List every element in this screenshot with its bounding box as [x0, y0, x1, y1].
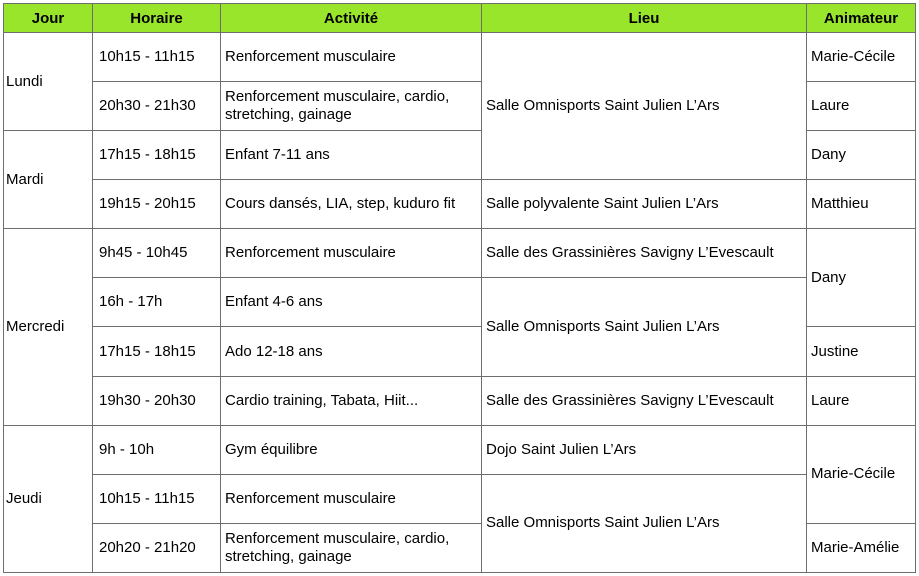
activite-cell: Renforcement musculaire, cardio, stretching, gainage	[221, 82, 482, 131]
header-row	[4, 4, 916, 33]
table-row	[4, 425, 916, 474]
day-cell-jeudi: Jeudi	[4, 425, 93, 572]
animateur-cell: Justine	[807, 327, 916, 376]
animateur-cell: Dany	[807, 229, 916, 327]
animateur-cell: Laure	[807, 376, 916, 425]
animateur-cell: Matthieu	[807, 180, 916, 229]
horaire-cell: 19h30 - 20h30	[93, 376, 221, 425]
header-animateur: Animateur	[807, 4, 916, 33]
header-horaire: Horaire	[93, 4, 221, 33]
activite-cell: Enfant 7-11 ans	[221, 131, 482, 180]
day-cell-mardi: Mardi	[4, 131, 93, 229]
animateur-cell: Laure	[807, 82, 916, 131]
horaire-cell: 16h - 17h	[93, 278, 221, 327]
day-cell-lundi: Lundi	[4, 33, 93, 131]
table-row	[4, 180, 916, 229]
lieu-cell: Salle Omnisports Saint Julien L’Ars	[482, 278, 807, 376]
table-row	[4, 376, 916, 425]
table-row	[4, 474, 916, 523]
activite-cell: Renforcement musculaire	[221, 33, 482, 82]
activite-cell: Renforcement musculaire	[221, 474, 482, 523]
activite-cell: Enfant 4-6 ans	[221, 278, 482, 327]
activite-cell: Cours dansés, LIA, step, kuduro fit	[221, 180, 482, 229]
lieu-cell: Salle Omnisports Saint Julien L’Ars	[482, 474, 807, 572]
lieu-cell: Salle Omnisports Saint Julien L’Ars	[482, 33, 807, 180]
activite-cell: Gym équilibre	[221, 425, 482, 474]
horaire-cell: 10h15 - 11h15	[93, 474, 221, 523]
table-row	[4, 229, 916, 278]
horaire-cell: 9h45 - 10h45	[93, 229, 221, 278]
header-jour: Jour	[4, 4, 93, 33]
horaire-cell: 20h20 - 21h20	[93, 523, 221, 572]
horaire-cell: 10h15 - 11h15	[93, 33, 221, 82]
horaire-cell: 17h15 - 18h15	[93, 131, 221, 180]
animateur-cell: Dany	[807, 131, 916, 180]
table-row	[4, 33, 916, 82]
schedule-table	[3, 3, 916, 573]
lieu-cell: Salle des Grassinières Savigny L’Evescault	[482, 376, 807, 425]
activite-cell: Cardio training, Tabata, Hiit...	[221, 376, 482, 425]
day-cell-mercredi: Mercredi	[4, 229, 93, 425]
activite-cell: Ado 12-18 ans	[221, 327, 482, 376]
header-lieu: Lieu	[482, 4, 807, 33]
animateur-cell: Marie-Cécile	[807, 425, 916, 523]
animateur-cell: Marie-Amélie	[807, 523, 916, 572]
horaire-cell: 17h15 - 18h15	[93, 327, 221, 376]
activite-cell: Renforcement musculaire	[221, 229, 482, 278]
lieu-cell: Salle polyvalente Saint Julien L’Ars	[482, 180, 807, 229]
horaire-cell: 9h - 10h	[93, 425, 221, 474]
lieu-cell: Dojo Saint Julien L’Ars	[482, 425, 807, 474]
animateur-cell: Marie-Cécile	[807, 33, 916, 82]
activite-cell: Renforcement musculaire, cardio, stretching, gainage	[221, 523, 482, 572]
horaire-cell: 19h15 - 20h15	[93, 180, 221, 229]
table-row	[4, 278, 916, 327]
horaire-cell: 20h30 - 21h30	[93, 82, 221, 131]
lieu-cell: Salle des Grassinières Savigny L’Evescault	[482, 229, 807, 278]
header-activite: Activité	[221, 4, 482, 33]
